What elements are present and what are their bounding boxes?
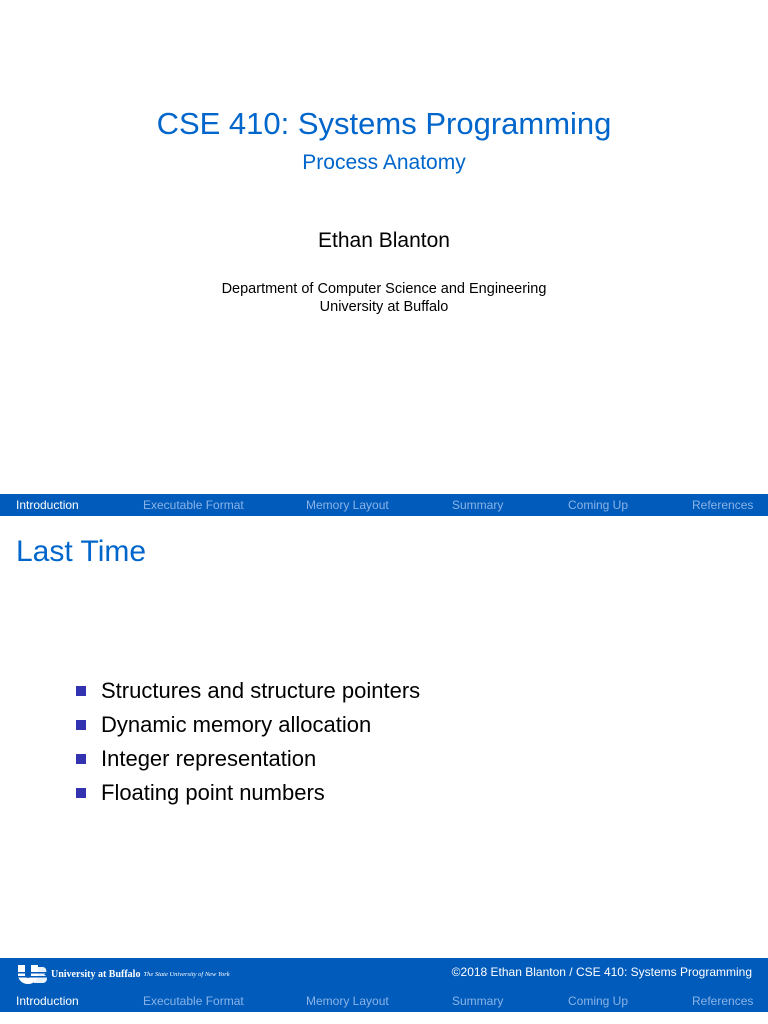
nav-executable-format[interactable]: Executable Format (143, 994, 244, 1008)
nav-introduction[interactable]: Introduction (16, 994, 79, 1008)
section-navbar-top (0, 494, 768, 516)
presentation-subtitle: Process Anatomy (302, 151, 466, 174)
list-item: Dynamic memory allocation (76, 708, 420, 742)
list-item: Floating point numbers (76, 776, 420, 810)
bullet-square-icon (76, 686, 86, 696)
slide-footer (0, 958, 768, 990)
bullet-square-icon (76, 720, 86, 730)
department: Department of Computer Science and Engineering (221, 281, 547, 297)
presentation-title: CSE 410: Systems Programming (156, 106, 612, 141)
bullet-square-icon (76, 754, 86, 764)
nav-summary[interactable]: Summary (452, 498, 504, 512)
title-slide (0, 0, 768, 494)
ub-logo (17, 964, 230, 984)
copyright-text: ©2018 Ethan Blanton / CSE 410: Systems Programming (451, 965, 752, 979)
nav-references[interactable]: References (692, 994, 754, 1008)
ub-logo-name: University at Buffalo (51, 968, 141, 980)
nav-references[interactable]: References (692, 498, 754, 512)
nav-memory-layout[interactable]: Memory Layout (306, 498, 389, 512)
nav-coming-up[interactable]: Coming Up (568, 994, 629, 1008)
affiliation (0, 280, 768, 316)
nav-summary[interactable]: Summary (452, 994, 504, 1008)
ub-logo-icon (17, 964, 49, 984)
frame-title: Last Time (16, 535, 147, 568)
list-item: Structures and structure pointers (76, 674, 420, 708)
nav-memory-layout[interactable]: Memory Layout (306, 994, 389, 1008)
bullet-list (76, 674, 420, 810)
section-navbar-bottom (0, 990, 768, 1012)
nav-coming-up[interactable]: Coming Up (568, 498, 629, 512)
author-name: Ethan Blanton (318, 229, 450, 252)
university: University at Buffalo (319, 299, 449, 315)
nav-executable-format[interactable]: Executable Format (143, 498, 244, 512)
bullet-square-icon (76, 788, 86, 798)
list-item: Integer representation (76, 742, 420, 776)
ub-logo-tagline: The State University of New York (143, 970, 230, 978)
nav-introduction[interactable]: Introduction (16, 498, 79, 512)
